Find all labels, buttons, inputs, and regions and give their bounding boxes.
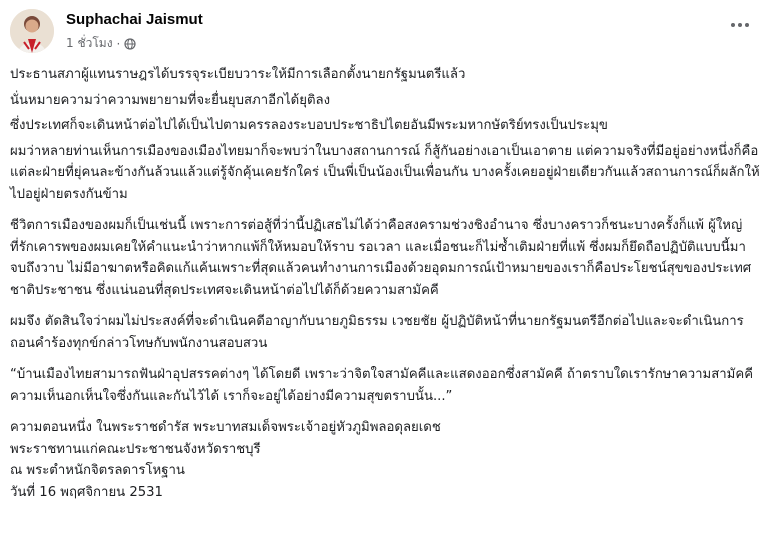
post-meta xyxy=(66,34,136,53)
author-name[interactable]: Suphachai Jaismut xyxy=(66,11,203,28)
post-paragraph: ประธานสภาผู้แทนราษฎรได้บรรจุระเบียบวาระให้มีการเลือกตั้งนายกรัฐมนตรีแล้ว xyxy=(10,67,466,82)
post-paragraph: นั่นหมายความว่าความพยายามที่จะยื่นยุบสภาอีกได้ยุติลง xyxy=(10,92,331,108)
meta-separator: · xyxy=(116,36,121,51)
post-header xyxy=(10,9,758,53)
avatar[interactable] xyxy=(10,9,54,53)
signature-line: พระราชทานแก่คณะประชาชนจังหวัดราชบุรี xyxy=(10,441,261,457)
post-paragraph: ซึ่งประเทศก็จะเดินหน้าต่อไปได้เป็นไปตามครรลองระบอบประชาธิปไตยอันมีพระมหากษัตริย์ทรงเป็นประมุข xyxy=(10,118,608,133)
quote-paragraph: “บ้านเมืองไทยสามารถฟันฝ่าอุปสรรคต่างๆ ได้โดยดี เพราะว่าจิตใจสามัคคีและแสดงออกซึ่งสามัคคี ถ้าตราบใดเรารักษาความสามัคคีความเห็นอกเห็นใจซึ่งกันและกันไว้ได้ เราก็จะอยู่ได้อย่างมีความสุขตราบนั้น...” xyxy=(10,367,754,404)
signature-line: วันที่ 16 พฤศจิกายน 2531 xyxy=(10,484,163,500)
post-paragraph: ผมจึง ตัดสินใจว่าผมไม่ประสงค์ที่จะดำเนินคดีอาญากับนายภูมิธรรม เวชยชัย ผู้ปฏิบัติหน้าที่นายกรัฐมนตรีอีกต่อไปและจะดำเนินการถอนคำร้องทุกข์กล่าวโทษกับพนักงานสอบสวน xyxy=(10,314,744,351)
post-timestamp[interactable]: 1 ชั่วโมง xyxy=(66,36,113,50)
avatar-portrait xyxy=(10,9,54,53)
more-options-icon[interactable] xyxy=(726,15,754,35)
post-body xyxy=(10,64,760,503)
post-paragraph: ผมว่าหลายท่านเห็นการเมืองของเมืองไทยมาก็จะพบว่าในบางสถานการณ์ ก็สู้กันอย่างเอาเป็นเอาตาย แต่ความจริงที่มีอยู่อย่างหนึ่งก็คือแต่ละฝ่ายที่ยุ่คนละข้างกันล้วนแล้วแต่รู้จักคุ้นเคยรักใคร่ เป็นพี่เป็นน้องเป็นเพื่อนกัน บางครั้งเคยอยู่ฝ่ายเดียวกันแล้วสถานการณ์ก็ผลักให้ไปอยู่ฝ่ายตรงกันข้าม xyxy=(10,143,760,202)
signature-line: ความตอนหนึ่ง ในพระราชดำรัส พระบาทสมเด็จพระเจ้าอยู่หัวภูมิพลอดุลยเดช xyxy=(10,420,441,435)
signature-line: ณ พระตำหนักจิตรลดารโหฐาน xyxy=(10,463,185,478)
more-dot xyxy=(745,23,749,27)
more-dot xyxy=(731,23,735,27)
more-dot xyxy=(738,23,742,27)
globe-icon[interactable] xyxy=(124,38,136,50)
post-paragraph: ชีวิตการเมืองของผมก็เป็นเช่นนี้ เพราะการต่อสู้ที่ว่านี้ปฏิเสธไม่ได้ว่าคือสงครามช่วงชิงอำนาจ ซึ่งบางคราวก็ชนะบางครั้งก็แพ้ ผู้ใหญ่ที่รักเคารพของผมเคยให้คำแนะนำว่าหากแพ้ก็ให้หมอบให้ราบ รอเวลา และเมื่อชนะก็ไม่ซ้ำเติมฝ่ายที่แพ้ ซึ่งผมก็ยึดถือปฏิบัติแบบนี้มา จบถึงวาบ ไม่มีอาฆาตหรือคิดแก้แค้นเพราะที่สุดแล้วคนทำงานการเมืองด้วยอุดมการณ์เป้าหมายของเราก็คือประโยชน์สุขของประเทศชาติประชาชน ซึ่งแน่นอนที่สุดประเทศจะเดินหน้าต่อไปได้ก็ด้วยความสามัคคี xyxy=(10,218,752,298)
